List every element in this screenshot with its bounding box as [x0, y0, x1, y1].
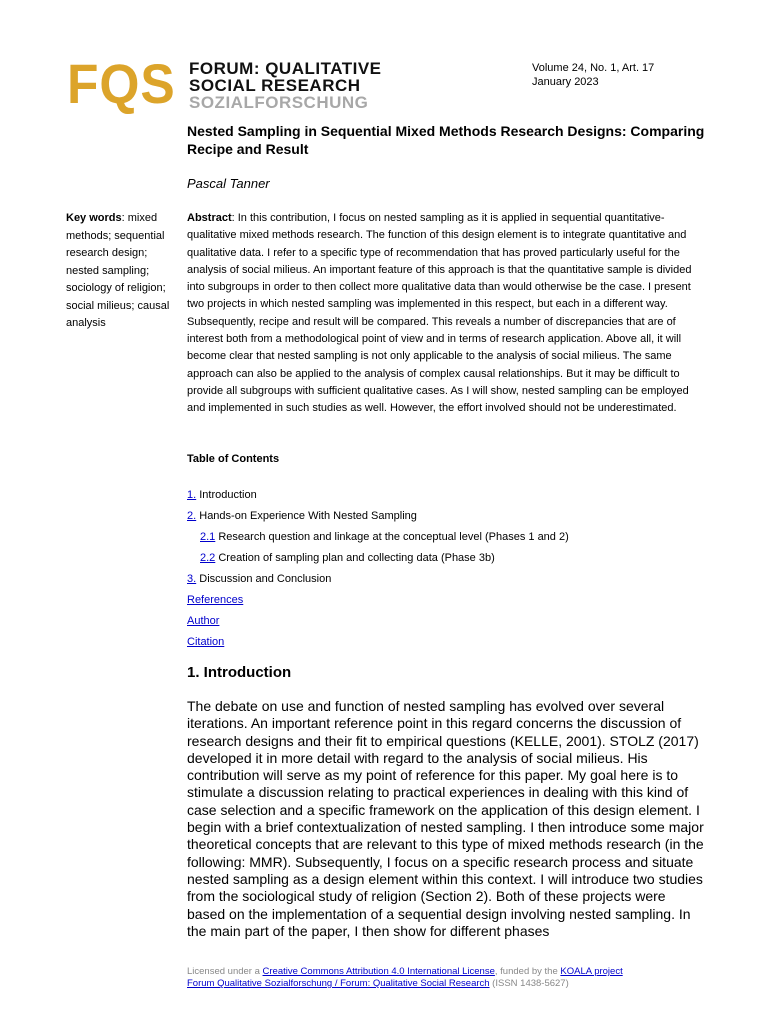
toc-link-2-2[interactable]: 2.2 [200, 552, 216, 564]
toc-heading: Table of Contents [187, 453, 280, 465]
footer-licensed-prefix: Licensed under a [187, 966, 263, 977]
volume-info [532, 61, 654, 89]
journal-name-line2: SOCIAL RESEARCH [189, 76, 361, 95]
toc-item-sampling-plan [200, 551, 495, 565]
journal-name [189, 60, 382, 111]
footer-funded-text: , funded by the [494, 966, 561, 977]
section-heading-introduction: 1. Introduction [187, 664, 292, 681]
toc-item-citation [187, 635, 224, 649]
toc-item-label: Discussion and Conclusion [199, 573, 332, 585]
journal-link[interactable]: Forum Qualitative Sozialforschung / Forum: Qualitative Social Research [187, 978, 490, 989]
toc-item-label: Hands-on Experience With Nested Sampling [199, 510, 417, 522]
toc-link-2[interactable]: 2. [187, 510, 197, 522]
toc-link-3[interactable]: 3. [187, 573, 197, 585]
footer-line1 [187, 966, 727, 978]
section-body-introduction: The debate on use and function of nested sampling has evolved over several iterations. An important reference point in this regard concerns the discussion of research designs and their fit to empirical questions (KELLE, 2001). STOLZ (2017) developed it in more detail with regard to the analysis of social milieus. His contribution will serve as my point of reference for this paper. My goal here is to stimulate a discussion relating to practical experiences in dealing with this kind of case selection and a specific framework on the application of this design element. I begin with a brief contextualization of nested sampling. I then introduce some major theoretical concepts that are relevant to this type of mixed methods research (in the following: MMR). Subsequently, I focus on a specific research process and situate nested sampling as a design element within this context. I will introduce two studies from the sociological study of religion (Section 2). Both of these projects were based on the implementation of a sequential design involving nested sampling. In the main part of the paper, I then show for different phases [187, 698, 704, 939]
footer-issn: (ISSN 1438-5627) [489, 978, 569, 989]
article-author: Pascal Tanner [187, 176, 270, 191]
toc-item-label: Research question and linkage at the conceptual level (Phases 1 and 2) [218, 531, 569, 543]
toc-item-hands-on [187, 509, 417, 523]
article-title: Nested Sampling in Sequential Mixed Methods Research Designs: Comparing Recipe and Result [187, 123, 705, 157]
keywords-label: Key words [66, 212, 122, 224]
footer-line2 [187, 978, 727, 990]
toc-link-2-1[interactable]: 2.1 [200, 531, 216, 543]
toc-item-research-question [200, 530, 569, 544]
license-footer [187, 966, 727, 990]
toc-link-1[interactable]: 1. [187, 489, 197, 501]
volume-number: Volume 24, No. 1, Art. 17 [532, 62, 655, 74]
fqs-logo: FQS [67, 52, 176, 115]
toc-item-introduction [187, 488, 257, 502]
koala-project-link[interactable]: KOALA project [560, 966, 623, 977]
keywords [66, 210, 174, 333]
toc-link-references[interactable]: References [187, 594, 244, 606]
toc-item-label: Introduction [199, 489, 257, 501]
issue-date: January 2023 [532, 76, 599, 88]
toc-item-label: Creation of sampling plan and collecting data (Phase 3b) [218, 552, 495, 564]
abstract-label: Abstract [187, 212, 232, 224]
journal-name-line1: FORUM: QUALITATIVE [189, 59, 382, 78]
keywords-text: : mixed methods; sequential research design; nested sampling; sociology of religion; social milieus; causal analysis [66, 212, 170, 329]
toc-item-discussion [187, 572, 331, 586]
toc-item-author [187, 614, 219, 628]
license-link[interactable]: Creative Commons Attribution 4.0 International License [262, 966, 495, 977]
toc-link-citation[interactable]: Citation [187, 636, 225, 648]
toc-link-author[interactable]: Author [187, 615, 220, 627]
abstract [187, 210, 707, 418]
toc-item-references [187, 593, 243, 607]
journal-name-line3: SOZIALFORSCHUNG [189, 93, 369, 112]
abstract-text: : In this contribution, I focus on nested sampling as it is applied in sequential quantitative-qualitative mixed methods research. The function of this design element is to integrate quantitative and qualitative data. I refer to a specific type of recommendation that has proved particularly useful for the analysis of social milieus. An important feature of this approach is that the quantitative sample is divided into subgroups in order to then collect more qualitative data than would otherwise be the case. I present two projects in which nested sampling was implemented in this respect, but each in a different way. Subsequently, recipe and result will be compared. This reveals a number of discrepancies that are of interest both from a methodological point of view and in terms of research application. Above all, it will become clear that nested sampling is not only applicable to the analysis of social milieus. The same approach can also be applied to the analysis of complex causal relationships. But it may be difficult to provide all subgroups with sufficient qualitative cases. As I will show, nested sampling can be employed and implemented in such studies as well. However, the effort involved should not be underestimated. [187, 212, 692, 415]
